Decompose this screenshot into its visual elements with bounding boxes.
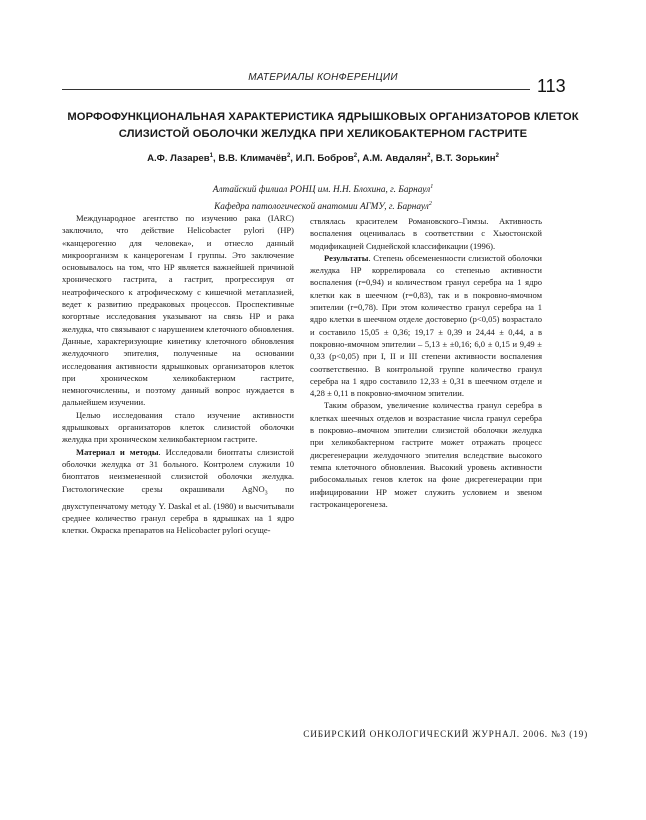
affiliation-mark: 2	[428, 201, 432, 208]
methods-subscript: 3	[264, 490, 268, 497]
article-title-line: МОРФОФУНКЦИОНАЛЬНАЯ ХАРАКТЕРИСТИКА ЯДРЫШКОВЫХ ОРГАНИЗАТОРОВ КЛЕТОК	[67, 111, 579, 123]
author-name: И.П. Бобров	[295, 153, 354, 165]
article-title	[60, 109, 586, 143]
methods-paragraph	[62, 446, 294, 537]
left-column	[62, 212, 294, 536]
conclusion-paragraph: Таким образом, увеличение количества гранул серебра в клетках шеечных отделов и возрастание числа гранул серебра в покровно–ямочном эпителии слизистой оболочки желудка при хеликобактерном гастрите может отражать процесс дисрегенерации желудочного эпителия вследствие высокого темпа клеточного обновления. Высокий уровень активности рибосомальных генов клеток на фоне дисрегенерации при инфицировании HP может служить условием и звеном гастроканцерогенеза.	[310, 400, 542, 509]
results-paragraph	[310, 252, 542, 400]
author-name: А.Ф. Лазарев	[147, 153, 210, 165]
results-text: . Степень обсемененности слизистой оболочки желудка HP коррелировала со степенью активности воспаления (r=0,94) и количеством гранул серебра на 1 ядро клетки как в шеечном (r=0,83), так и в покровно-ямочном эпителии (r=0,78). При этом количество гранул серебра на 1 ядро клетки в шеечном отделе достоверно (p<0,05) возрастало и составило 15,05 ± 0,36; 19,17 ± 0,39 и 24,44 ± 0,44, а в покровно-ямочном эпителии – 5,13 ± ±0,16; 6,0 ± 0,15 и 9,49 ± 0,33 (p<0,05) при I, II и III степени активности воспаления соответственно. В контрольной группе количество гранул серебра на 1 ядро составило 12,33 ± 0,31 в шеечном отделе и 4,28 ± 0,11 в покровно-ямочном эпителии.	[310, 252, 542, 399]
author-name: В.Т. Зорькин	[435, 153, 496, 165]
methods-text-continued: по двухступенчатому методу Y. Daskal et al. (1980) и высчитывали среднее количество гранул серебра в ядрышках на 1 ядро клетки. Окраска препаратов на Helicobacter pylori осуще-	[62, 483, 294, 536]
results-heading: Результаты	[324, 252, 369, 263]
methods-heading: Материал и методы	[76, 446, 159, 457]
affiliation-line	[60, 180, 586, 197]
right-column	[310, 215, 542, 510]
author-name: В.В. Климачёв	[218, 153, 287, 165]
page-number: 113	[537, 76, 566, 96]
section-title: МАТЕРИАЛЫ КОНФЕРЕНЦИИ	[248, 72, 398, 83]
author-affiliation-mark: 1	[209, 153, 214, 159]
header-rule	[62, 89, 530, 90]
intro-paragraph: Международное агентство по изучению рака (IARC) заключило, что действие Helicobacter pylori (HP) «канцерогенно для человека», и отнесло данный микроорганизм к канцерогенам I группы. Это заключение основывалось на том, что HP является важнейшей причиной хронического гастрита, а гастрит, прогрессируя от неатрофического к атрофическому с кишечной метаплазией, ведет к развитию предраковых процессов. Проспективные когортные исследования указывают на связь HP и рака желудка, что связывают с нарушением клеточного обновления. Данные, характеризующие кинетику клеточного обновления желудочного эпителия, полученные на основании исследования активности ядрышковых организаторов клеток при хроническом хеликобактерном гастрите, немногочисленны, и поэтому данный вопрос нуждается в дальнейшем изучении.	[62, 213, 294, 408]
author-affiliation-mark: 2	[286, 153, 291, 159]
methods-text: . Исследовали биоптаты слизистой оболочки желудка от 31 больного. Контролем служили 10 биоптатов неизмененной слизистой оболочки желудка. Гистологические срезы окрашивали AgNO	[62, 446, 295, 494]
author-list: А.Ф. Лазарев$^1$, В.В. Климачёв$^2$, И.П. Бобров$^2$, А.М. Авдалян$^2$, В.Т. Зорькин$^2$	[147, 153, 499, 165]
affiliation-text: Алтайский филиал РОНЦ им. Н.Н. Блохина, г. Барнаул	[212, 185, 431, 196]
affiliation-mark: 1	[430, 184, 434, 190]
article-title-line: СЛИЗИСТОЙ ОБОЛОЧКИ ЖЕЛУДКА ПРИ ХЕЛИКОБАКТЕРНОМ ГАСТРИТЕ	[118, 128, 528, 140]
aim-paragraph: Целью исследования стало изучение активности ядрышковых организаторов клеток слизистой оболочки желудка при хроническом хеликобактерном гастрите.	[62, 409, 294, 445]
affiliation-list	[60, 180, 586, 214]
journal-footer: СИБИРСКИЙ ОНКОЛОГИЧЕСКИЙ ЖУРНАЛ. 2006. №3 (19)	[303, 730, 588, 740]
affiliation-text: Кафедра патологической анатомии АГМУ, г. Барнаул	[214, 202, 429, 213]
author-name: А.М. Авдалян	[362, 153, 428, 165]
author-affiliation-mark: 2	[495, 153, 499, 159]
author-affiliation-mark: 2	[353, 153, 358, 159]
methods-continuation-paragraph: ствлялась красителем Романовского–Гимзы. Активность воспаления оценивалась в соответствии с Хьюстонской модификацией Сиднейской классификации (1996).	[310, 216, 542, 251]
author-affiliation-mark: 2	[427, 153, 431, 159]
